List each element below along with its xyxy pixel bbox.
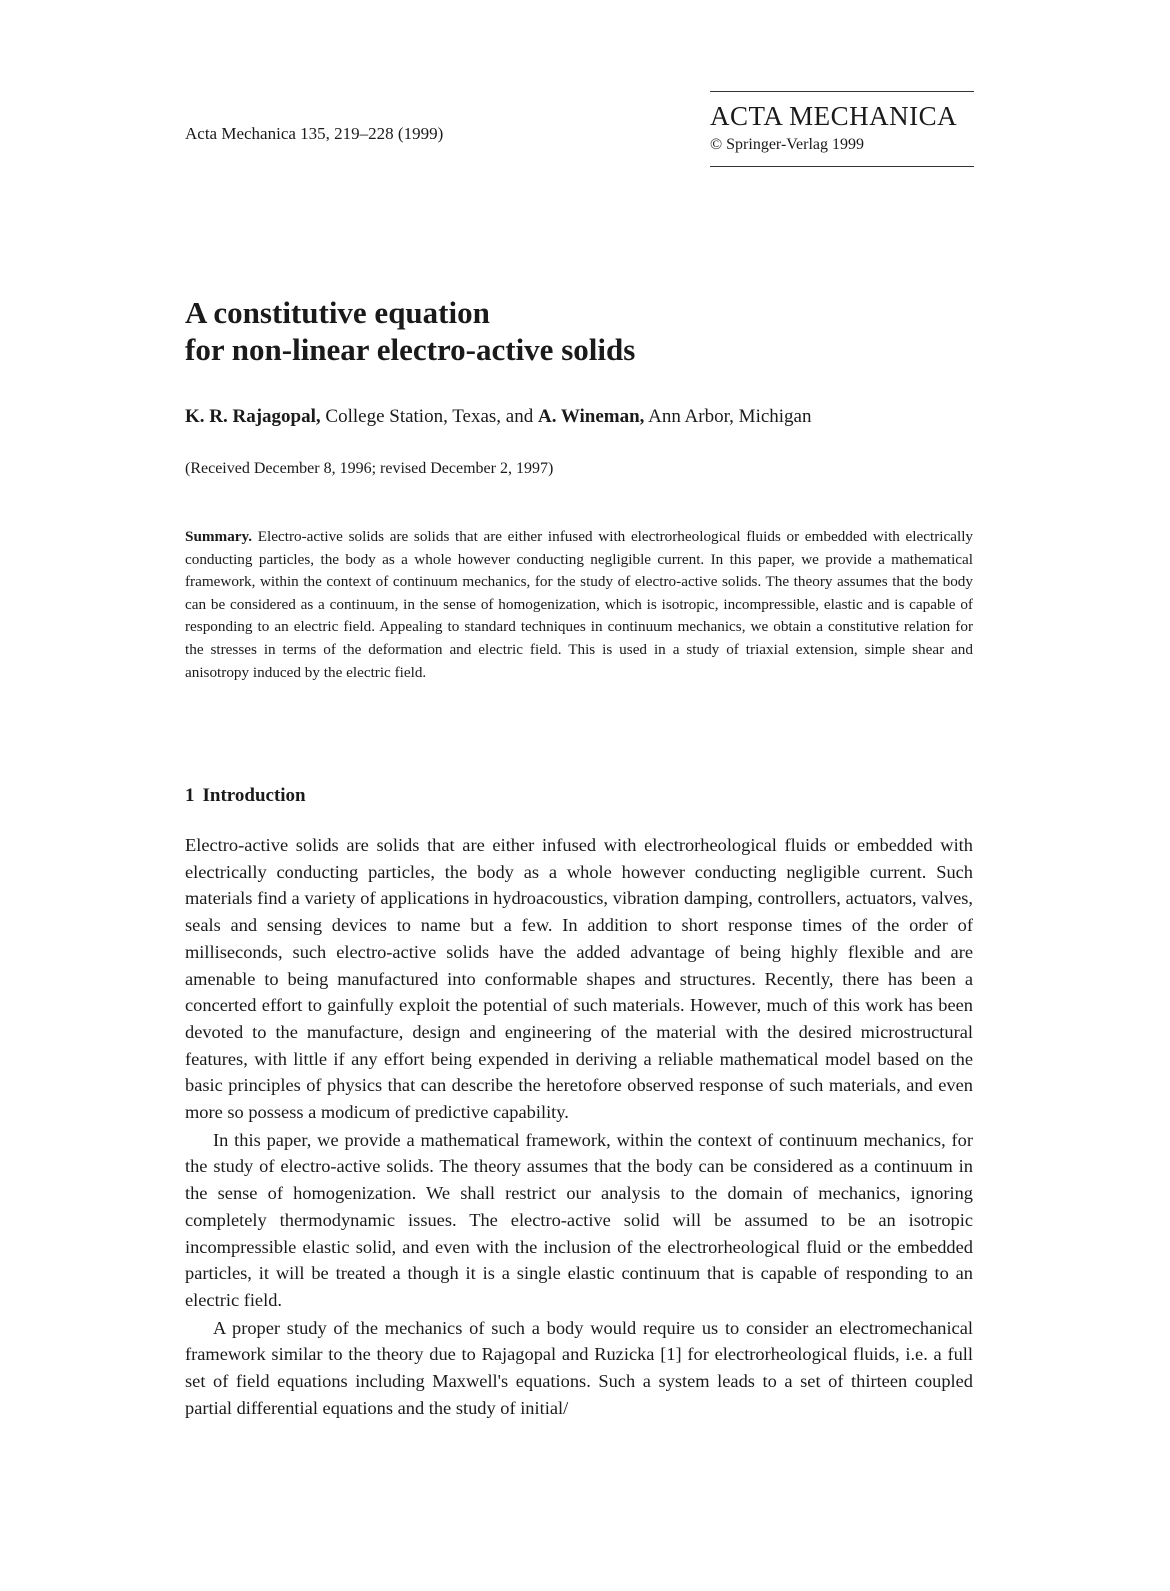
section-heading (185, 785, 306, 807)
paper-title (185, 294, 635, 368)
author-name-1: K. R. Rajagopal, (185, 406, 321, 427)
section-title: Introduction (202, 785, 306, 806)
abstract-text: Electro-active solids are solids that are either infused with electrorheological fluids or embedded with electrically conducting particles, the body as a whole however conducting negligible current. In this paper, we provide a mathematical framework, within the context of continuum mechanics, for the study of electro-active solids. The theory assumes that the body can be considered as a continuum, in the sense of homogenization, which is isotropic, incompressible, elastic and is capable of responding to an electric field. Appealing to standard techniques in continuum mechanics, we obtain a constitutive relation for the stresses in terms of the deformation and electric field. This is used in a study of triaxial extension, simple shear and anisotropy induced by the electric field. (185, 528, 974, 681)
journal-name: ACTA MECHANICA (710, 101, 958, 131)
abstract-label: Summary. (185, 528, 253, 545)
author-affiliation-2: Ann Arbor, Michigan (644, 406, 812, 427)
paragraph: Electro-active solids are solids that are either infused with electrorheological fluids or embedded with electrically conducting particles, the body as a whole however conducting negligible current. Such materials find a variety of applications in hydroacoustics, vibration damping, controllers, actuators, valves, seals and sensing devices to name but a few. In addition to short response times of the order of milliseconds, such electro-active solids have the added advantage of being highly flexible and are amenable to being manufactured into conformable shapes and structures. Recently, there has been a concerted effort to gainfully exploit the potential of such materials. However, much of this work has been devoted to the manufacture, design and engineering of the material with the desired microstructural features, with little if any effort being expended in deriving a reliable mathematical model based on the basic principles of physics that can describe the heretofore observed response of such materials, and even more so possess a modicum of predictive capability. (185, 835, 973, 1123)
journal-masthead (710, 91, 974, 167)
author-affiliation-1: College Station, Texas, and (320, 406, 538, 427)
title-line-1: A constitutive equation (185, 295, 490, 330)
masthead-top-rule (710, 91, 974, 92)
author-line (185, 406, 812, 428)
body-text (185, 832, 973, 1421)
abstract (185, 526, 973, 684)
journal-citation: Acta Mechanica 135, 219–228 (1999) (185, 124, 444, 143)
paragraph: In this paper, we provide a mathematical framework, within the context of continuum mechanics, for the study of electro-active solids. The theory assumes that the body can be considered as a continuum in the sense of homogenization. We shall restrict our analysis to the domain of mechanics, ignoring completely thermodynamic issues. The electro-active solid will be assumed to be an isotropic incompressible elastic solid, and even with the inclusion of the electrorheological fluid or the embedded particles, it will be treated a though it is a single elastic continuum that is capable of responding to an electric field. (185, 1129, 973, 1310)
received-dates: (Received December 8, 1996; revised December 2, 1997) (185, 460, 554, 477)
title-line-2: for non-linear electro-active solids (185, 332, 636, 367)
masthead-bottom-rule (710, 166, 974, 167)
section-number: 1 (185, 785, 195, 806)
author-name-2: A. Wineman, (537, 406, 645, 427)
publisher-copyright: © Springer-Verlag 1999 (710, 136, 865, 153)
paragraph: A proper study of the mechanics of such a body would require us to consider an electromechanical framework similar to the theory due to Rajagopal and Ruzicka [1] for electrorheological fluids, i.e. a full set of field equations including Maxwell's equations. Such a system leads to a set of thirteen coupled partial differential equations and the study of initial/ (185, 1317, 973, 1418)
